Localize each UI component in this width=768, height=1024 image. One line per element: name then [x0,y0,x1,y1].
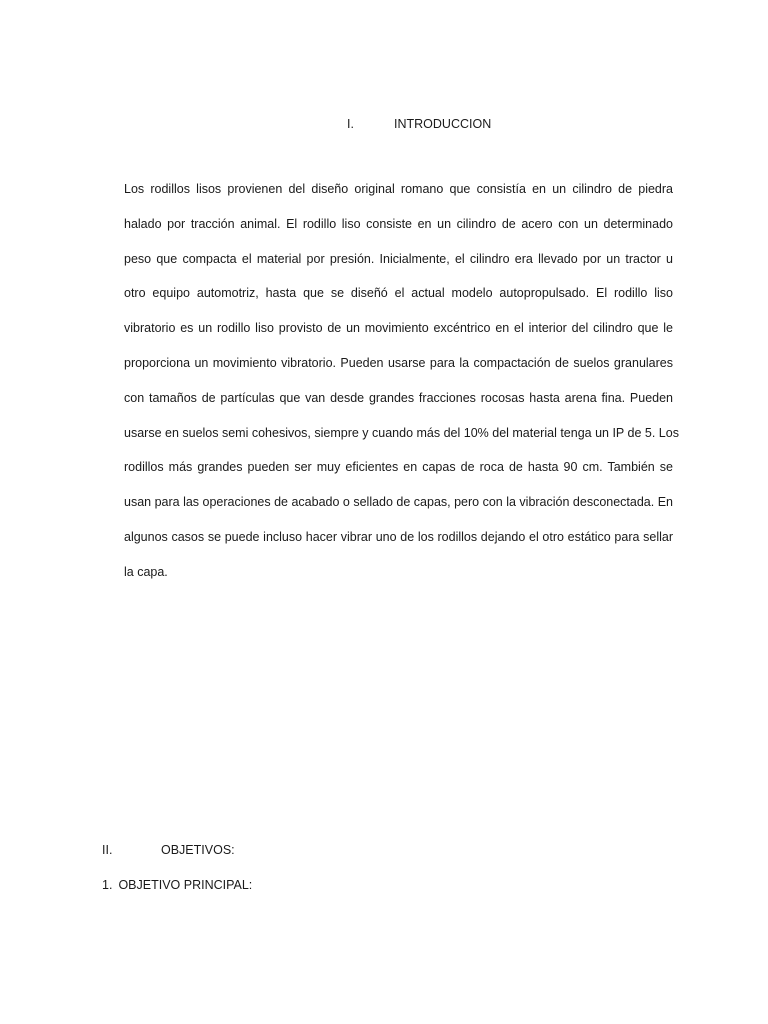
subsection-number: 1. [102,878,113,892]
section-title: INTRODUCCION [394,117,492,131]
paragraph-line: otro equipo automotriz, hasta que se diseñó el actual modelo autopropulsado. El rodillo liso [124,286,673,301]
paragraph-line: proporciona un movimiento vibratorio. Pueden usarse para la compactación de suelos granulares [124,355,673,370]
paragraph-line: usarse en suelos semi cohesivos, siempre y cuando más del 10% del material tenga un IP de 5. Los [124,425,679,440]
paragraph-line: rodillos más grandes pueden ser muy eficientes en capas de roca de hasta 90 cm. También se [124,460,673,475]
paragraph-line: usan para las operaciones de acabado o sellado de capas, pero con la vibración desconectada. En [124,495,673,510]
intro-paragraph [124,172,679,590]
paragraph-line: halado por tracción animal. El rodillo liso consiste en un cilindro de acero con un determinado [124,216,673,231]
paragraph-line: vibratorio es un rodillo liso provisto de un movimiento excéntrico en el interior del cilindro que le [124,321,673,336]
section-number: II. [102,843,113,857]
section-title: OBJETIVOS: [161,843,235,857]
paragraph-line: la capa. [124,564,168,579]
subsection-heading-objetivo-principal [102,877,252,893]
paragraph-line: con tamaños de partículas que van desde grandes fracciones rocosas hasta arena fina. Pueden [124,390,673,405]
subsection-title: OBJETIVO PRINCIPAL: [118,878,253,892]
paragraph-line: peso que compacta el material por presión. Inicialmente, el cilindro era llevado por un tractor u [124,251,673,266]
section-number: I. [347,117,354,131]
paragraph-line: algunos casos se puede incluso hacer vibrar uno de los rodillos dejando el otro estático para sellar [124,529,673,544]
paragraph-line: Los rodillos lisos provienen del diseño original romano que consistía en un cilindro de piedra [124,182,673,196]
